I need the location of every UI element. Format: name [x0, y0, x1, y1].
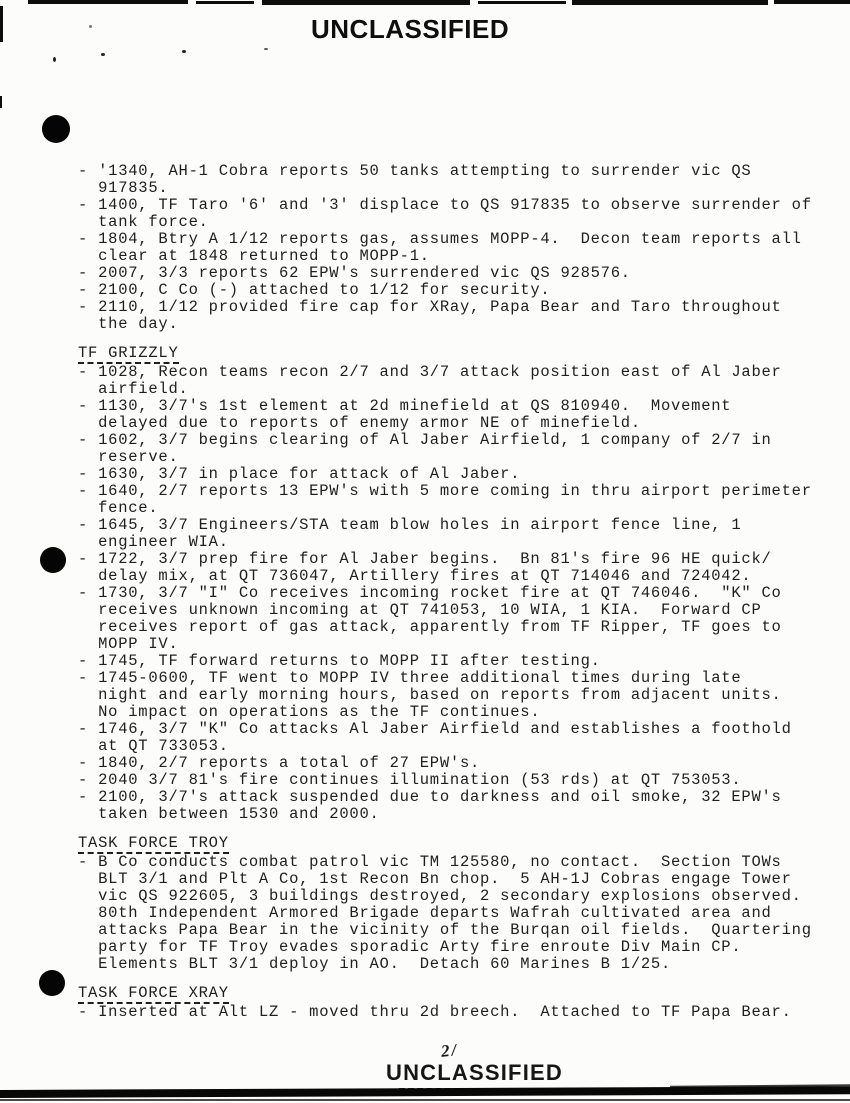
log-entry-continuation-line: receives report of gas attack, apparently from TF Ripper, TF goes to — [78, 618, 782, 636]
classification-banner-bottom: UNCLASSIFIED — [386, 1060, 563, 1085]
log-entry-line: - 1840, 2/7 reports a total of 27 EPW's. — [78, 754, 481, 772]
log-entry-line: - 1645, 3/7 Engineers/STA team blow holes in airport fence line, 1 — [78, 516, 742, 534]
hole-punch-mark — [40, 547, 66, 573]
log-entry-line: - 1745-0600, TF went to MOPP IV three additional times during late — [78, 669, 742, 687]
log-entry-continuation-line: Elements BLT 3/1 deploy in AO. Detach 60 Marines B 1/25. — [78, 955, 672, 973]
log-entry-line: - 1640, 2/7 reports 13 EPW's with 5 more coming in thru airport perimeter — [78, 482, 812, 500]
log-entry-line: - 1602, 3/7 begins clearing of Al Jaber Airfield, 1 company of 2/7 in — [78, 431, 772, 449]
log-entry-continuation-line: taken between 1530 and 2000. — [78, 805, 380, 823]
log-entry-continuation-line: vic QS 922605, 3 buildings destroyed, 2 secondary explosions observed. — [78, 887, 802, 905]
log-entry-line: - 1722, 3/7 prep fire for Al Jaber begins. Bn 81's fire 96 HE quick/ — [78, 550, 772, 568]
log-entry-continuation-line: engineer WIA. — [78, 533, 229, 551]
log-entry-continuation-line: the day. — [78, 315, 179, 333]
section-heading: TASK FORCE TROY — [78, 834, 229, 852]
scan-speck — [182, 50, 186, 53]
log-entry-continuation-line: at QT 733053. — [78, 737, 229, 755]
log-entry-continuation-line: No impact on operations as the TF continues. — [78, 703, 541, 721]
log-entry-line: - 1730, 3/7 "I" Co receives incoming rocket fire at QT 746046. "K" Co — [78, 584, 782, 602]
log-section — [78, 163, 840, 333]
log-section — [78, 835, 840, 973]
log-entry-line: - 2100, C Co (-) attached to 1/12 for security. — [78, 281, 551, 299]
top-edge-scan-line — [28, 0, 188, 4]
log-entry-line: - 1630, 3/7 in place for attack of Al Jaber. — [78, 465, 521, 483]
handwritten-page-number: 2/ — [440, 1040, 460, 1061]
top-edge-scan-line — [572, 0, 768, 5]
hole-punch-mark — [42, 115, 70, 143]
log-entry-line: - 1745, TF forward returns to MOPP II after testing. — [78, 652, 601, 670]
log-entry-line: - 2110, 1/12 provided fire cap for XRay, Papa Bear and Taro throughout — [78, 298, 782, 316]
top-edge-scan-line — [196, 1, 254, 4]
log-entry-line: - 2007, 3/3 reports 62 EPW's surrendered vic QS 928576. — [78, 264, 631, 282]
log-entry-line: - B Co conducts combat patrol vic TM 125580, no contact. Section TOWs — [78, 853, 782, 871]
log-entry-continuation-line: airfield. — [78, 380, 189, 398]
log-entry-line: - 1746, 3/7 "K" Co attacks Al Jaber Airfield and establishes a foothold — [78, 720, 792, 738]
hole-punch-mark — [39, 970, 65, 996]
scan-speck — [53, 57, 56, 62]
log-entry-line: - 1400, TF Taro '6' and '3' displace to QS 917835 to observe surrender of — [78, 196, 812, 214]
log-entry-line: - Inserted at Alt LZ - moved thru 2d breech. Attached to TF Papa Bear. — [78, 1003, 792, 1021]
log-section — [78, 345, 840, 823]
top-edge-scan-line — [774, 0, 850, 4]
bottom-edge-scan-band-thin — [0, 1099, 850, 1101]
section-heading: TASK FORCE XRAY — [78, 984, 229, 1002]
top-edge-scan-line — [478, 1, 566, 4]
bottom-edge-scan-band — [0, 1086, 850, 1098]
log-entry-continuation-line: delay mix, at QT 736047, Artillery fires at QT 714046 and 724042. — [78, 567, 752, 585]
document-body — [78, 163, 840, 1021]
top-edge-scan-line — [262, 0, 470, 5]
log-entry-line: - 2040 3/7 81's fire continues illumination (53 rds) at QT 753053. — [78, 771, 742, 789]
log-entry-continuation-line: receives unknown incoming at QT 741053, 10 WIA, 1 KIA. Forward CP — [78, 601, 762, 619]
left-edge-scan-mark — [0, 96, 2, 108]
log-entry-line: - 1130, 3/7's 1st element at 2d minefield at QS 810940. Movement — [78, 397, 732, 415]
scan-speck — [89, 25, 92, 28]
log-entry-continuation-line: reserve. — [78, 448, 179, 466]
log-entry-line: - 1028, Recon teams recon 2/7 and 3/7 attack position east of Al Jaber — [78, 363, 782, 381]
log-entry-continuation-line: clear at 1848 returned to MOPP-1. — [78, 247, 430, 265]
log-entry-line: - 2100, 3/7's attack suspended due to darkness and oil smoke, 32 EPW's — [78, 788, 782, 806]
log-entry-continuation-line: tank force. — [78, 213, 209, 231]
log-entry-line: - 1804, Btry A 1/12 reports gas, assumes MOPP-4. Decon team reports all — [78, 230, 802, 248]
log-entry-continuation-line: night and early morning hours, based on reports from adjacent units. — [78, 686, 782, 704]
log-entry-continuation-line: party for TF Troy evades sporadic Arty fire enroute Div Main CP. — [78, 938, 742, 956]
log-entry-continuation-line: 917835. — [78, 179, 169, 197]
classification-banner-top: UNCLASSIFIED — [311, 14, 510, 44]
scan-speck — [264, 48, 268, 50]
log-entry-continuation-line: attacks Papa Bear in the vicinity of the Burqan oil fields. Quartering — [78, 921, 812, 939]
log-section — [78, 985, 840, 1021]
log-entry-continuation-line: MOPP IV. — [78, 635, 179, 653]
section-heading: TF GRIZZLY — [78, 344, 179, 362]
scan-speck — [101, 53, 105, 56]
left-edge-scan-mark — [0, 6, 3, 42]
log-entry-continuation-line: 80th Independent Armored Brigade departs Wafrah cultivated area and — [78, 904, 772, 922]
log-entry-line: - '1340, AH-1 Cobra reports 50 tanks attempting to surrender vic QS — [78, 162, 752, 180]
log-entry-continuation-line: fence. — [78, 499, 159, 517]
log-entry-continuation-line: BLT 3/1 and Plt A Co, 1st Recon Bn chop. 5 AH-1J Cobras engage Tower — [78, 870, 792, 888]
log-entry-continuation-line: delayed due to reports of enemy armor NE of minefield. — [78, 414, 641, 432]
